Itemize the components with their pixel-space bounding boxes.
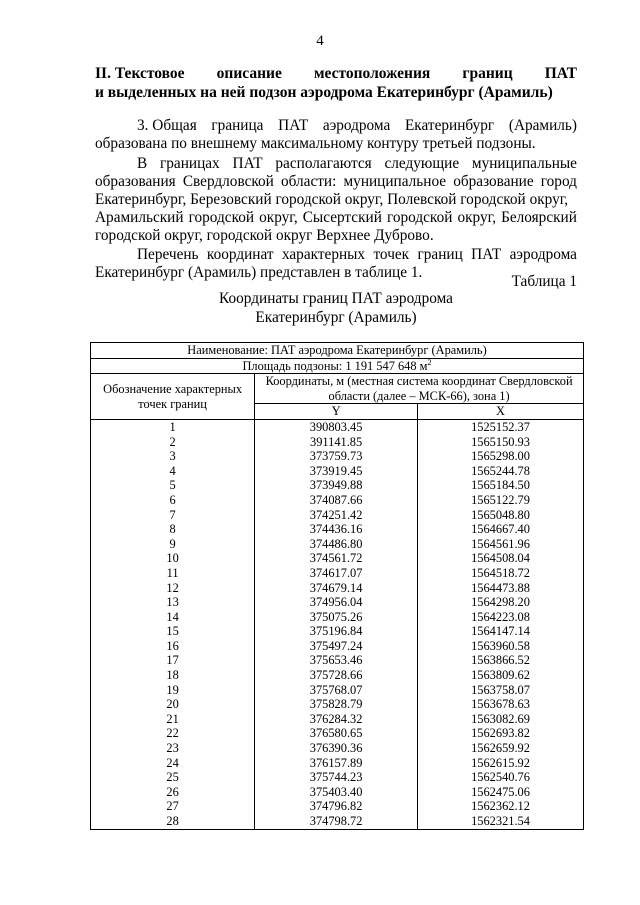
y-coordinate-cell: 375196.84 <box>255 624 418 639</box>
table-row <box>91 493 584 508</box>
y-coordinate-cell: 374617.07 <box>255 566 418 581</box>
point-number-cell: 10 <box>91 551 255 566</box>
word: Арамильский <box>95 209 184 226</box>
word: аэродрома <box>322 117 391 134</box>
table-row <box>91 464 584 479</box>
section-title-line-2: и выделенных на ней подзон аэродрома Екатеринбург (Арамиль) <box>95 84 553 101</box>
y-coordinate-cell: 374087.66 <box>255 493 418 508</box>
word: точек <box>373 246 410 263</box>
x-coordinate-cell: 1563809.62 <box>418 668 584 683</box>
word: описание <box>216 65 282 82</box>
paragraph-1-line-2: образована по внешнему максимальному контуру третьей подзоны. <box>95 135 536 152</box>
section-title <box>95 64 577 102</box>
table-caption-line-1: Координаты границ ПАТ аэродрома <box>219 290 453 307</box>
x-coordinate-cell: 1563960.58 <box>418 639 584 654</box>
table-row <box>91 653 584 668</box>
table-area-row <box>91 358 584 374</box>
paragraph-2-line-5: городской округ, городской округ Верхнее Дуброво. <box>95 227 434 244</box>
word: Белоярский <box>501 209 577 226</box>
x-coordinate-cell: 1563758.07 <box>418 683 584 698</box>
point-number-cell: 28 <box>91 814 255 829</box>
point-number-cell: 7 <box>91 508 255 523</box>
table-row <box>91 799 584 814</box>
word: местоположения <box>313 65 431 82</box>
point-number-cell: 15 <box>91 624 255 639</box>
y-coordinate-cell: 374561.72 <box>255 551 418 566</box>
x-coordinate-cell: 1525152.37 <box>418 419 584 434</box>
word: аэродрома <box>509 246 577 263</box>
paragraph-3-line-1 <box>95 246 577 264</box>
x-coordinate-cell: 1563678.63 <box>418 697 584 712</box>
word: располагаются <box>275 155 372 172</box>
table-row <box>91 581 584 596</box>
table-row <box>91 610 584 625</box>
table-row <box>91 756 584 771</box>
point-number-cell: 2 <box>91 435 255 450</box>
table-row <box>91 683 584 698</box>
word: образования <box>95 173 176 190</box>
word: границ <box>462 65 513 82</box>
table-name-row: Наименование: ПАТ аэродрома Екатеринбург (Арамиль) <box>91 343 584 359</box>
x-coordinate-cell: 1564508.04 <box>418 551 584 566</box>
x-coordinate-cell: 1562475.06 <box>418 785 584 800</box>
word: Сысертский <box>302 209 382 226</box>
x-coordinate-cell: 1562362.12 <box>418 799 584 814</box>
x-coordinate-cell: 1563082.69 <box>418 712 584 727</box>
y-coordinate-cell: 375653.46 <box>255 653 418 668</box>
point-number-cell: 21 <box>91 712 255 727</box>
point-number-cell: 24 <box>91 756 255 771</box>
x-coordinate-cell: 1565150.93 <box>418 435 584 450</box>
point-number-cell: 18 <box>91 668 255 683</box>
point-number-cell: 6 <box>91 493 255 508</box>
paragraph-2-line-3: Екатеринбург, Березовский городской округ, Полевской городской округ, <box>95 191 569 208</box>
word: 3. Общая <box>137 117 197 134</box>
word: (Арамиль) <box>508 117 577 134</box>
y-coordinate-cell: 374956.04 <box>255 595 418 610</box>
word: округ, <box>457 209 497 226</box>
x-coordinate-cell: 1562321.54 <box>418 814 584 829</box>
y-coordinate-cell: 373949.88 <box>255 478 418 493</box>
table-caption <box>95 289 577 327</box>
point-number-cell: 8 <box>91 522 255 537</box>
word: В <box>137 155 148 172</box>
table-row <box>91 508 584 523</box>
paragraph-1-line-1 <box>95 117 577 135</box>
x-coordinate-cell: 1564473.88 <box>418 581 584 596</box>
table-row <box>91 537 584 552</box>
point-number-cell: 23 <box>91 741 255 756</box>
table-row <box>91 449 584 464</box>
table-area-text: Площадь подзоны: 1 191 547 648 м <box>242 358 428 373</box>
page-number: 4 <box>316 33 324 49</box>
table-label: Таблица 1 <box>511 273 577 290</box>
point-number-cell: 11 <box>91 566 255 581</box>
word: границах <box>160 155 220 172</box>
y-coordinate-cell: 373919.45 <box>255 464 418 479</box>
x-coordinate-cell: 1565244.78 <box>418 464 584 479</box>
table-row <box>91 712 584 727</box>
table-row <box>91 668 584 683</box>
point-number-cell: 20 <box>91 697 255 712</box>
table-row <box>91 478 584 493</box>
point-number-cell: 5 <box>91 478 255 493</box>
col-coords-header: Координаты, м (местная система координат Свердловской области (далее – МСК-66), зона 1) <box>255 374 584 404</box>
y-coordinate-cell: 374436.16 <box>255 522 418 537</box>
y-coordinate-cell: 374798.72 <box>255 814 418 829</box>
y-coordinate-cell: 376390.36 <box>255 741 418 756</box>
table-row <box>91 741 584 756</box>
word: Перечень <box>137 246 199 263</box>
table-row <box>91 726 584 741</box>
word: ПАТ <box>544 65 577 82</box>
word: ПАТ <box>232 155 263 172</box>
x-coordinate-cell: 1564561.96 <box>418 537 584 552</box>
table-row <box>91 595 584 610</box>
table-caption-line-2: Екатеринбург (Арамиль) <box>255 309 417 326</box>
word: координат <box>206 246 274 263</box>
word: характерных <box>281 246 366 263</box>
word: следующие <box>384 155 460 172</box>
y-coordinate-cell: 375744.23 <box>255 770 418 785</box>
table-area-unit-sup: 2 <box>427 357 432 367</box>
x-coordinate-cell: 1565298.00 <box>418 449 584 464</box>
x-coordinate-cell: 1564667.40 <box>418 522 584 537</box>
col-y-header: Y <box>255 404 418 420</box>
table-row <box>91 419 584 434</box>
y-coordinate-cell: 374679.14 <box>255 581 418 596</box>
y-coordinate-cell: 375828.79 <box>255 697 418 712</box>
word: муниципальные <box>471 155 577 172</box>
point-number-cell: 13 <box>91 595 255 610</box>
point-number-cell: 17 <box>91 653 255 668</box>
x-coordinate-cell: 1562659.92 <box>418 741 584 756</box>
point-number-cell: 9 <box>91 537 255 552</box>
y-coordinate-cell: 375403.40 <box>255 785 418 800</box>
table-row <box>91 814 584 829</box>
word: городской <box>386 209 453 226</box>
col-x-header: X <box>418 404 584 420</box>
table-row <box>91 566 584 581</box>
point-number-cell: 16 <box>91 639 255 654</box>
paragraph-2-line-1 <box>95 155 577 173</box>
point-number-cell: 14 <box>91 610 255 625</box>
word: городской <box>188 209 255 226</box>
word: образование <box>453 173 534 190</box>
y-coordinate-cell: 373759.73 <box>255 449 418 464</box>
y-coordinate-cell: 374796.82 <box>255 799 418 814</box>
y-coordinate-cell: 390803.45 <box>255 419 418 434</box>
word: муниципальное <box>343 173 447 190</box>
section-title-line-1 <box>95 64 577 83</box>
col-point-header: Обозначение характерных точек границ <box>91 374 255 420</box>
point-number-cell: 1 <box>91 419 255 434</box>
x-coordinate-cell: 1564223.08 <box>418 610 584 625</box>
table-row <box>91 639 584 654</box>
x-coordinate-cell: 1564518.72 <box>418 566 584 581</box>
table-row <box>91 551 584 566</box>
x-coordinate-cell: 1565184.50 <box>418 478 584 493</box>
y-coordinate-cell: 374486.80 <box>255 537 418 552</box>
x-coordinate-cell: 1565122.79 <box>418 493 584 508</box>
y-coordinate-cell: 391141.85 <box>255 435 418 450</box>
point-number-cell: 26 <box>91 785 255 800</box>
paragraph-2-line-4 <box>95 209 577 227</box>
y-coordinate-cell: 375768.07 <box>255 683 418 698</box>
point-number-cell: 4 <box>91 464 255 479</box>
word: ПАТ <box>471 246 502 263</box>
coordinates-table <box>90 342 584 830</box>
paragraph-3-line-2: Екатеринбург (Арамиль) представлен в таблице 1. <box>95 264 423 281</box>
y-coordinate-cell: 375728.66 <box>255 668 418 683</box>
x-coordinate-cell: 1562540.76 <box>418 770 584 785</box>
y-coordinate-cell: 375075.26 <box>255 610 418 625</box>
x-coordinate-cell: 1562615.92 <box>418 756 584 771</box>
x-coordinate-cell: 1563866.52 <box>418 653 584 668</box>
point-number-cell: 22 <box>91 726 255 741</box>
word: границ <box>417 246 463 263</box>
y-coordinate-cell: 375497.24 <box>255 639 418 654</box>
word: ПАТ <box>278 117 309 134</box>
x-coordinate-cell: 1562693.82 <box>418 726 584 741</box>
x-coordinate-cell: 1565048.80 <box>418 508 584 523</box>
y-coordinate-cell: 374251.42 <box>255 508 418 523</box>
word: Екатеринбург <box>404 117 495 134</box>
word: округ, <box>259 209 298 226</box>
table-row <box>91 435 584 450</box>
point-number-cell: 25 <box>91 770 255 785</box>
y-coordinate-cell: 376580.65 <box>255 726 418 741</box>
y-coordinate-cell: 376157.89 <box>255 756 418 771</box>
point-number-cell: 12 <box>91 581 255 596</box>
word: город <box>540 173 577 190</box>
x-coordinate-cell: 1564147.14 <box>418 624 584 639</box>
x-coordinate-cell: 1564298.20 <box>418 595 584 610</box>
y-coordinate-cell: 376284.32 <box>255 712 418 727</box>
word: Свердловской <box>182 173 274 190</box>
word: II. Текстовое <box>95 65 185 82</box>
paragraph-2-line-2 <box>95 173 577 191</box>
table-row <box>91 770 584 785</box>
word: области: <box>280 173 337 190</box>
table-row <box>91 785 584 800</box>
table-row <box>91 522 584 537</box>
word: граница <box>211 117 264 134</box>
table-body <box>91 419 584 829</box>
table-row <box>91 697 584 712</box>
point-number-cell: 19 <box>91 683 255 698</box>
point-number-cell: 27 <box>91 799 255 814</box>
table-row <box>91 624 584 639</box>
point-number-cell: 3 <box>91 449 255 464</box>
